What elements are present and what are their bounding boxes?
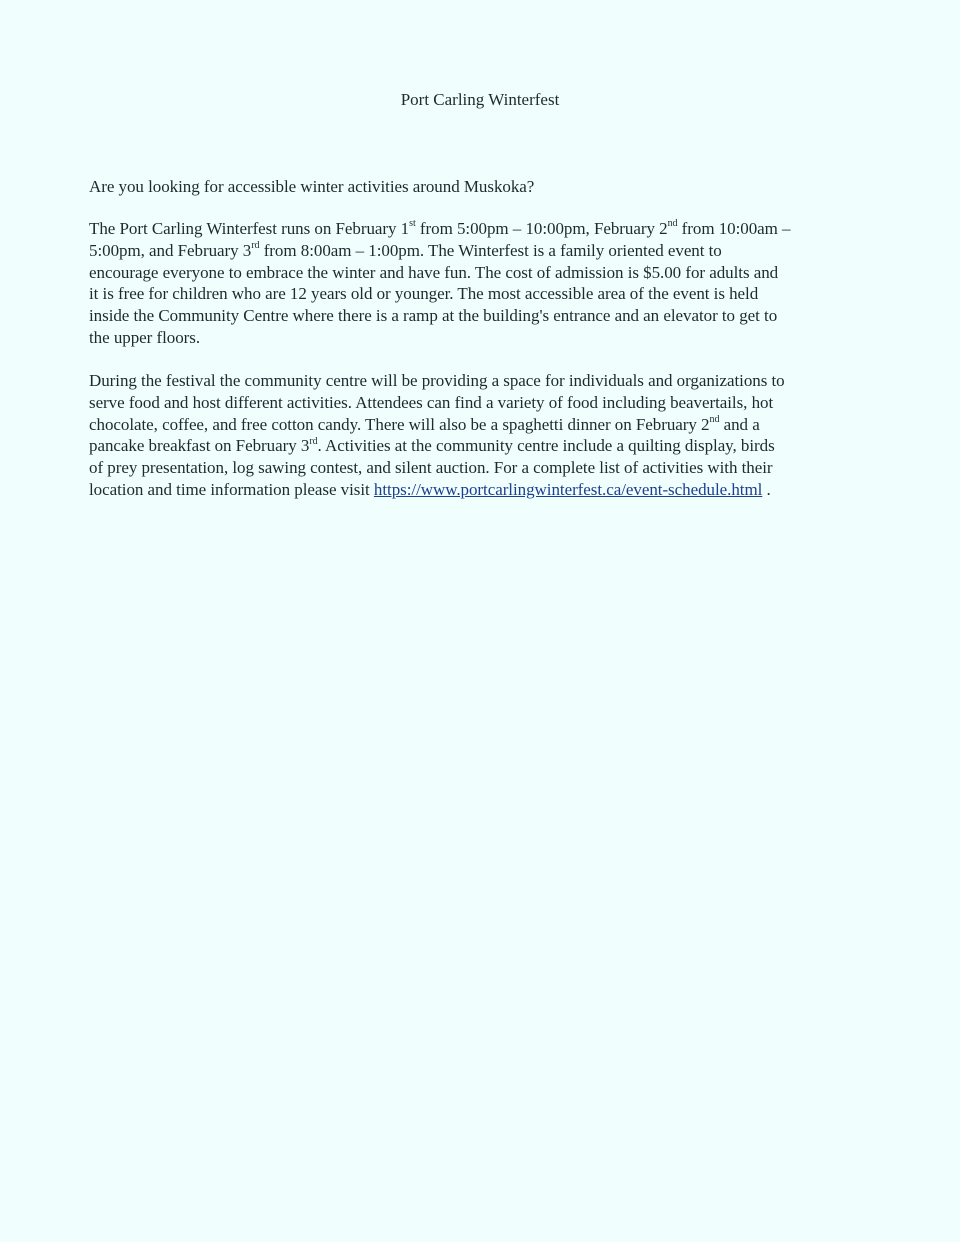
schedule-paragraph — [89, 218, 879, 349]
text-run: The Port Carling Winterfest runs on February 1 — [89, 219, 410, 238]
text-run: . — [762, 479, 771, 499]
ordinal-suffix: rd — [251, 240, 260, 252]
event-schedule-link[interactable]: https://www.portcarlingwinterfest.ca/event-schedule.html — [373, 479, 763, 499]
page-title: Port Carling Winterfest — [400, 90, 560, 109]
schedule-line-1 — [89, 218, 879, 240]
ordinal-suffix: nd — [709, 413, 720, 425]
text-run: pancake breakfast on February 3 — [89, 436, 310, 456]
schedule-line-2 — [89, 240, 879, 262]
text-run: from 5:00pm – 10:00pm, February 2 — [415, 219, 668, 238]
text-run: location and time information please visit — [89, 479, 374, 499]
ordinal-suffix: nd — [667, 218, 678, 230]
activities-line-1: During the festival the community centre will be providing a space for individuals and organizations to — [89, 371, 785, 390]
text-run: from 10:00am – — [677, 219, 791, 238]
activities-line-2: serve food and host different activities. Attendees can find a variety of food including beavertails, hot — [89, 392, 774, 412]
activities-line-5: of prey presentation, log sawing contest, and silent auction. For a complete list of activities with their — [89, 458, 773, 478]
text-run: and a — [719, 414, 760, 434]
text-run: 5:00pm, and February 3 — [89, 240, 252, 260]
text-run: chocolate, coffee, and free cotton candy. There will also be a spaghetti dinner on February 2 — [89, 414, 710, 434]
activities-line-3 — [89, 414, 879, 436]
ordinal-suffix: rd — [309, 435, 318, 447]
schedule-line-4: it is free for children who are 12 years old or younger. The most accessible area of the event is held — [89, 284, 759, 304]
schedule-line-3: encourage everyone to embrace the winter and have fun. The cost of admission is $5.00 for adults and — [89, 262, 779, 282]
intro-line: Are you looking for accessible winter activities around Muskoka? — [89, 177, 535, 196]
text-run: . Activities at the community centre include a quilting display, birds — [317, 436, 775, 456]
intro-paragraph — [89, 176, 879, 198]
text-run: from 8:00am – 1:00pm. The Winterfest is a family oriented event to — [259, 240, 722, 260]
schedule-line-6: the upper floors. — [89, 327, 201, 347]
activities-line-4 — [89, 435, 879, 457]
activities-paragraph — [89, 370, 879, 501]
ordinal-suffix: st — [409, 218, 416, 230]
activities-line-6 — [89, 479, 879, 501]
schedule-line-5: inside the Community Centre where there is a ramp at the building's entrance and an elevator to get to — [89, 306, 778, 326]
